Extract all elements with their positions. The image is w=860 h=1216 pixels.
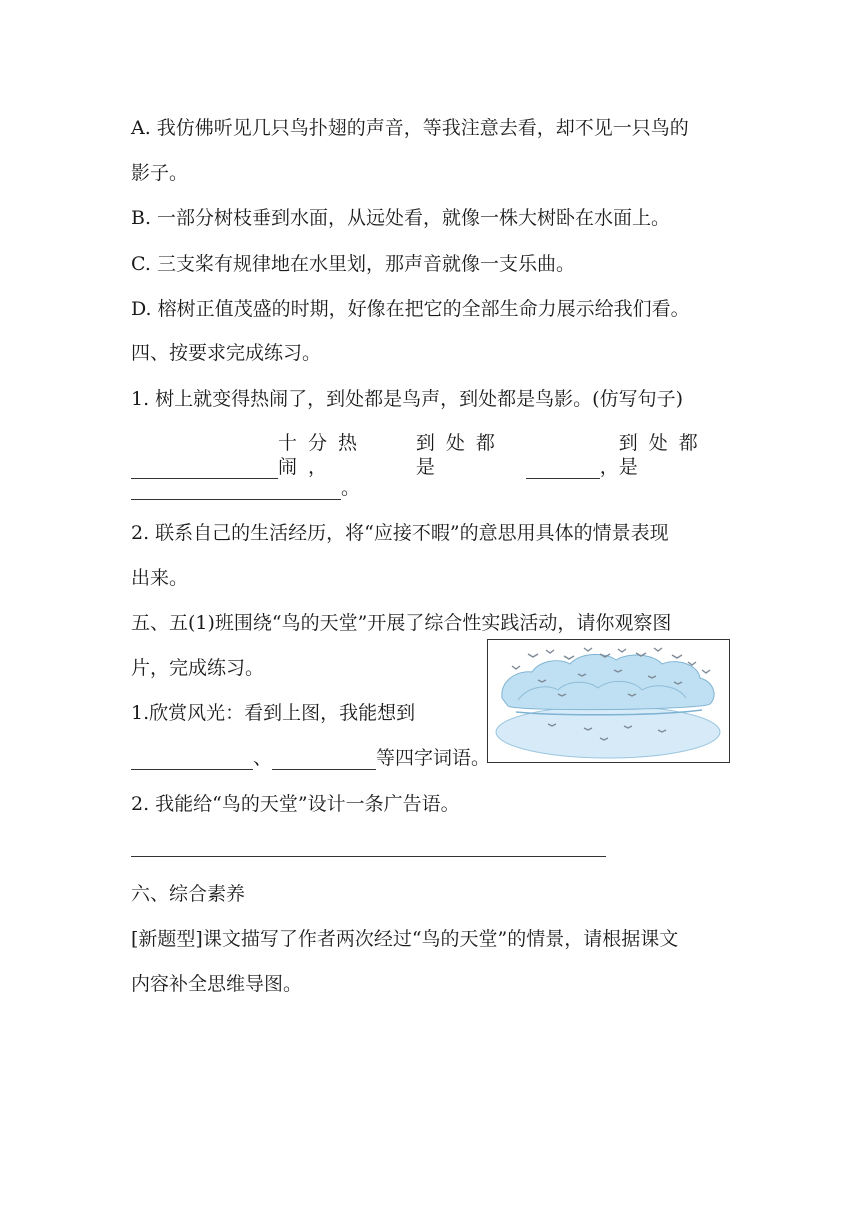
section5-q1-line2 [131,746,490,770]
fill-blank[interactable] [131,749,253,770]
answer-line[interactable] [131,856,606,857]
fill-text: 等四字词语。 [376,747,491,769]
fill-text: 到处都是 [618,432,709,478]
option-b: B. 一部分树枝垂到水面，从远处看，就像一株大树卧在水面上。 [131,207,671,229]
section4-q1: 1. 树上就变得热闹了，到处都是鸟声，到处都是鸟影。(仿写句子) [131,388,683,410]
section4-q1-fill-row [131,431,729,479]
option-a-line2: 影子。 [131,162,189,184]
section6-heading: 六、综合素养 [131,883,246,905]
section5-heading-line1: 五、五(1)班围绕“鸟的天堂”开展了综合性实践活动，请你观察图 [131,612,672,634]
option-a-line1: A. 我仿佛听见几只鸟扑翅的声音，等我注意去看，却不见一只鸟的 [131,117,689,139]
option-d: D. 榕树正值茂盛的时期，好像在把它的全部生命力展示给我们看。 [131,298,690,320]
section4-q2-line1: 2. 联系自己的生活经历，将“应接不暇”的意思用具体的情景表现 [131,522,669,544]
section5-heading-line2: 片，完成练习。 [131,657,265,679]
section4-heading: 四、按要求完成练习。 [131,342,322,364]
section6-line1: [新题型]课文描写了作者两次经过“鸟的天堂”的情景，请根据课文 [131,928,679,950]
fill-text: 到处都是 [415,432,506,478]
fill-blank[interactable] [272,749,376,770]
option-c: C. 三支桨有规律地在水里划，那声音就像一支乐曲。 [131,253,575,275]
section5-q1-line1: 1.欣赏风光：看到上图，我能想到 [131,702,416,724]
section5-q2: 2. 我能给“鸟的天堂”设计一条广告语。 [131,793,460,815]
fill-text: 、 [253,747,273,769]
banyan-tree-image [487,639,730,763]
fill-text: 十分热闹， [278,432,369,478]
section6-line2: 内容补全思维导图。 [131,973,303,995]
fill-text: ， [599,456,619,478]
fill-blank[interactable] [526,458,600,479]
banyan-tree-illustration [488,640,729,762]
section4-q1-fill-row2 [131,476,360,500]
section4-q2-line2: 出来。 [131,567,189,589]
fill-text: 。 [341,477,361,499]
fill-blank[interactable] [131,479,341,500]
